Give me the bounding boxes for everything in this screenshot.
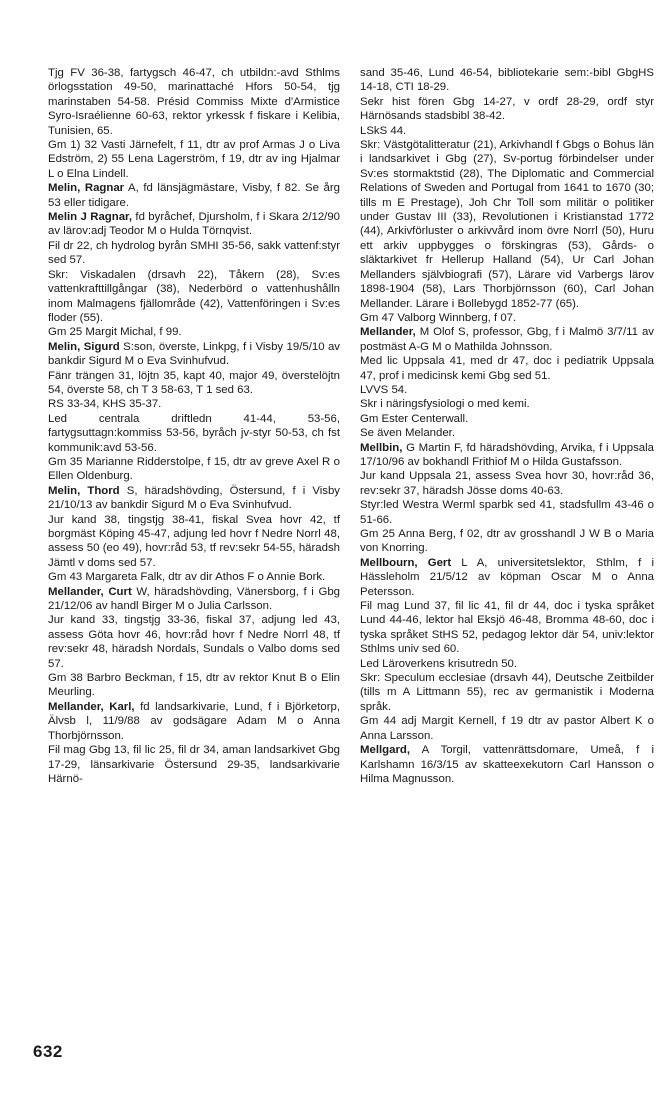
- entry-paragraph: Tjg FV 36-38, fartygsch 46-47, ch utbildn:-avd Sthlms örlogsstation 49-50, marinattaché Hfors 50-54, tjg marinstaben 54-58. Présid Commiss Mixte d'Armistice Syro-Israélienne 60-63, rektor yrkessk f fiskare i Kelibia, Tunisien, 65.: [48, 67, 340, 137]
- entry-paragraph: Jur kand Uppsala 21, assess Svea hovr 30, hovr:råd 36, rev:sekr 37, häradsh Jösse doms 40-63.: [360, 470, 654, 497]
- entry-paragraph: Se även Melander.: [360, 427, 455, 440]
- entry-paragraph: Gm 1) 32 Vasti Järnefelt, f 11, dtr av prof Armas J o Liva Edström, 2) 55 Lena Lagerström, f 19, dtr av ing Hjalmar L o Elna Lindell.: [48, 139, 340, 180]
- entry-paragraph: Fil dr 22, ch hydrolog byrån SMHI 35-56, sakk vattenf:styr sed 57.: [48, 239, 340, 267]
- entry-paragraph: Med lic Uppsala 41, med dr 47, doc i pediatrik Uppsala 47, prof i medicinsk kemi Gbg sed 51.: [360, 355, 654, 382]
- entry-paragraph: Gm 35 Marianne Ridderstolpe, f 15, dtr av greve Axel R o Ellen Oldenburg.: [48, 455, 340, 483]
- entry-paragraph: Led centrala driftledn 41-44, 53-56, fartygsuttagn:kommiss 53-56, byråch jv-styr 50-53, ch fst kommunik:avd 53-56.: [48, 412, 340, 454]
- entry-paragraph: Gm 44 adj Margit Kernell, f 19 dtr av pastor Albert K o Anna Larsson.: [360, 715, 654, 742]
- entry-paragraph: Led Läroverkens krisutredn 50.: [360, 657, 518, 670]
- entry-paragraph: Skr: Speculum ecclesiae (drsavh 44), Deutsche Zeitbilder (tills m A Littmann 55), rec av germanistik i Moderna språk.: [360, 672, 654, 713]
- entry-paragraph: Fänr trängen 31, löjtn 35, kapt 40, major 49, överstelöjtn 54, överste 58, ch T 3 58-63, T 1 sed 63.: [48, 369, 340, 396]
- entry-paragraph: Mellbourn, Gert L A, universitetslektor, Sthlm, f i Hässleholm 21/5/12 av köpman Oscar M o Anna Petersson.: [360, 556, 654, 598]
- entry-paragraph: Gm 47 Valborg Winnberg, f 07.: [360, 311, 517, 324]
- entry-paragraph: Fil mag Gbg 13, fil lic 25, fil dr 34, aman landsarkivet Gbg 17-29, länsarkivarie Östersund 29-35, landsarkivarie Härnö-: [48, 744, 340, 785]
- entry-paragraph: Mellbin, G Martin F, fd häradshövding, Arvika, f i Uppsala 17/10/96 av bokhandl Frithiof M o Hilda Gustafsson.: [360, 441, 654, 468]
- entry-paragraph: Sekr hist fören Gbg 14-27, v ordf 28-29, ordf styr Härnösands stadsbibl 38-42.: [360, 95, 654, 123]
- entry-paragraph: Styr:led Westra Werml sparbk sed 41, stadsfullm 43-46 o 51-66.: [360, 499, 654, 526]
- entry-paragraph: LVVS 54.: [360, 383, 408, 396]
- entry-paragraph: Mellander, M Olof S, professor, Gbg, f i Malmö 3/7/11 av postmäst A-G M o Mathilda Johnsson.: [360, 326, 654, 353]
- entry-paragraph: Mellander, Curt W, häradshövding, Vänersborg, f i Gbg 21/12/06 av handl Birger M o Julia Carlsson.: [48, 585, 340, 613]
- entry-paragraph: Jur kand 33, tingstjg 33-36, fiskal 37, adjung led 43, assess Göta hovr 46, hovr:råd hovr f Nedre Norrl 48, tf rev:sekr 48, häradsh Nordals, Sundals o Valbo doms sed 57.: [48, 614, 340, 670]
- entry-paragraph: Gm 43 Margareta Falk, dtr av dir Athos F o Annie Bork.: [48, 571, 326, 584]
- entry-paragraph: Gm 25 Margit Michal, f 99.: [48, 326, 182, 339]
- left-column: [48, 66, 340, 786]
- entry-paragraph: sand 35-46, Lund 46-54, bibliotekarie sem:-bibl GbgHS 14-18, CTI 18-29.: [360, 67, 654, 94]
- entry-paragraph: LSkS 44.: [360, 124, 407, 137]
- right-column: [360, 66, 654, 786]
- entry-paragraph: RS 33-34, KHS 35-37.: [48, 398, 162, 411]
- entry-paragraph: Gm 38 Barbro Beckman, f 15, dtr av rektor Knut B o Elin Meurling.: [48, 672, 340, 699]
- page-number: 632: [33, 1042, 63, 1061]
- entry-paragraph: Melin, Thord S, häradshövding, Östersund, f i Visby 21/10/13 av bankdir Sigurd M o Eva Svinhufvud.: [48, 484, 340, 512]
- entry-paragraph: Skr: Västgötalitteratur (21), Arkivhandl f Gbgs o Bohus län i landsarkivet i Gbg (27), Sv-portug förbindelser under Sv:es stormaktstid (28), The Diplomatic and Commercial Relations of Sweden and Portugal from 1641 to 1670 (30; tills m E Prestage), Joh Chr Toll som militär o politiker under Gustav III (33), Revolutionen i Kristianstad 1772 (44), Arkivförluster o arkivvård inom övre Norrl (50), Huru ett arkiv uppbygges o förskingras (53), Gårds- o släktarkivet fr Hellerup Halland (54), Ur Carl Johan Mellanders självbiografi (57), Lärare vid Varbergs lärov 1898-1904 (58), Lars Thorbjörnsson (60), Carl Johan Mellander. Lärare i Bollebygd 1852-77 (65).: [360, 139, 654, 310]
- entry-paragraph: Gm 25 Anna Berg, f 02, dtr av grosshandl J W B o Maria von Knorring.: [360, 528, 654, 555]
- entry-paragraph: Melin, Sigurd S:son, överste, Linkpg, f i Visby 19/5/10 av bankdir Sigurd M o Eva Svinhufvud.: [48, 340, 340, 368]
- entry-paragraph: Skr i näringsfysiologi o med kemi.: [360, 398, 530, 411]
- entry-paragraph: Fil mag Lund 37, fil lic 41, fil dr 44, doc i tyska språket Lund 44-46, lektor hal Eksjö 46-48, Bromma 48-60, doc i tyska språket StHS 52, pedagog lektor där 54, univ:lektor Sthlms univ sed 60.: [360, 600, 654, 656]
- entry-paragraph: Jur kand 38, tingstjg 38-41, fiskal Svea hovr 42, tf borgmäst Köping 45-47, adjung led hovr f Nedre Norrl 48, assess 50 (eo 49), hovr:råd 53, tf rev:sekr 54-55, häradsh Jämtl v doms sed 57.: [48, 513, 340, 569]
- entry-paragraph: Mellgard, A Torgil, vattenrättsdomare, Umeå, f i Karlshamn 16/3/15 av skatteexekutorn Carl Hansson o Hilma Magnusson.: [360, 744, 654, 785]
- entry-paragraph: Melin J Ragnar, fd byråchef, Djursholm, f i Skara 2/12/90 av lärov:adj Teodor M o Hulda Törnqvist.: [48, 211, 340, 238]
- entry-paragraph: Skr: Viskadalen (drsavh 22), Tåkern (28), Sv:es vattenkrafttillgångar (38), Nederbörd o vattenhushålln inom Malmagens fjällområde (42), Vattenföringen i Sv:es floder (55).: [48, 268, 340, 324]
- entry-paragraph: Mellander, Karl, fd landsarkivarie, Lund, f i Björketorp, Älvsb l, 11/9/88 av godsägare Adam M o Anna Thorbjörnsson.: [48, 700, 340, 742]
- entry-paragraph: Melin, Ragnar A, fd länsjägmästare, Visby, f 82. Se årg 53 eller tidigare.: [48, 182, 341, 209]
- entry-paragraph: Gm Ester Centerwall.: [360, 412, 469, 425]
